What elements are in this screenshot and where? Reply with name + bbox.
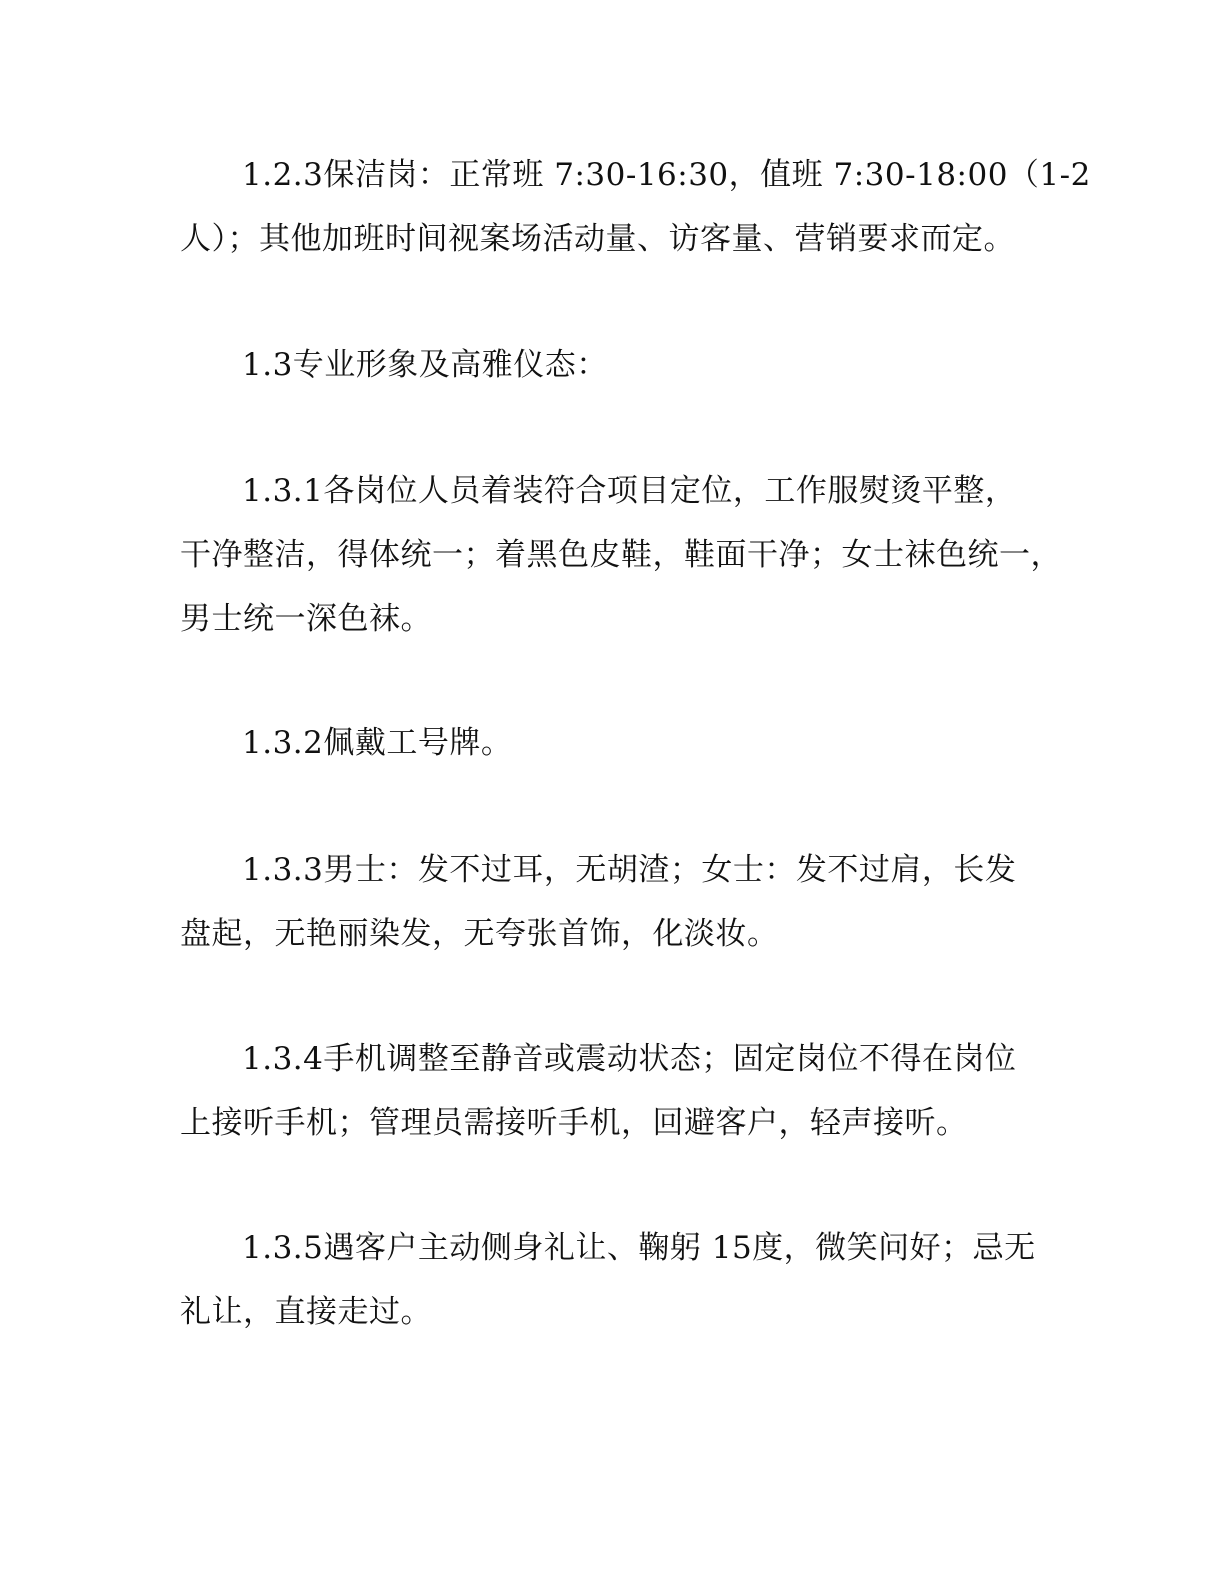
paragraph-line: 人）；其他加班时间视案场活动量、访客量、营销要求而定。 bbox=[180, 221, 1015, 257]
paragraph-grooming bbox=[180, 838, 1060, 966]
paragraph-line: 盘起，无艳丽染发，无夸张首饰，化淡妆。 bbox=[180, 916, 779, 952]
paragraph-line: 1.3.2佩戴工号牌。 bbox=[242, 725, 513, 761]
paragraph-line: 1.3专业形象及高雅仪态： bbox=[242, 347, 608, 383]
paragraph-attire bbox=[180, 459, 1060, 651]
paragraph-line: 礼让，直接走过。 bbox=[180, 1294, 432, 1330]
paragraph-cleaning-shift bbox=[180, 143, 1091, 271]
paragraph-line: 男士统一深色袜。 bbox=[180, 601, 432, 637]
paragraph-courtesy bbox=[180, 1216, 1060, 1344]
paragraph-line: 1.3.4手机调整至静音或震动状态；固定岗位不得在岗位 bbox=[242, 1041, 1017, 1077]
paragraph-line: 1.2.3保洁岗：正常班 7:30-16:30，值班 7:30-18:00（1-2 bbox=[242, 157, 1091, 193]
paragraph-phone bbox=[180, 1027, 1060, 1155]
paragraph-line: 1.3.1各岗位人员着装符合项目定位，工作服熨烫平整， bbox=[242, 473, 1017, 509]
paragraph-badge bbox=[180, 711, 1060, 775]
paragraph-line: 1.3.3男士：发不过耳，无胡渣；女士：发不过肩，长发 bbox=[242, 852, 1017, 888]
paragraph-line: 干净整洁，得体统一；着黑色皮鞋，鞋面干净；女士袜色统一， bbox=[180, 537, 1062, 573]
section-heading-professional-image bbox=[180, 333, 1060, 397]
paragraph-line: 1.3.5遇客户主动侧身礼让、鞠躬 15度，微笑问好；忌无 bbox=[242, 1230, 1036, 1266]
paragraph-line: 上接听手机；管理员需接听手机，回避客户，轻声接听。 bbox=[180, 1105, 968, 1141]
